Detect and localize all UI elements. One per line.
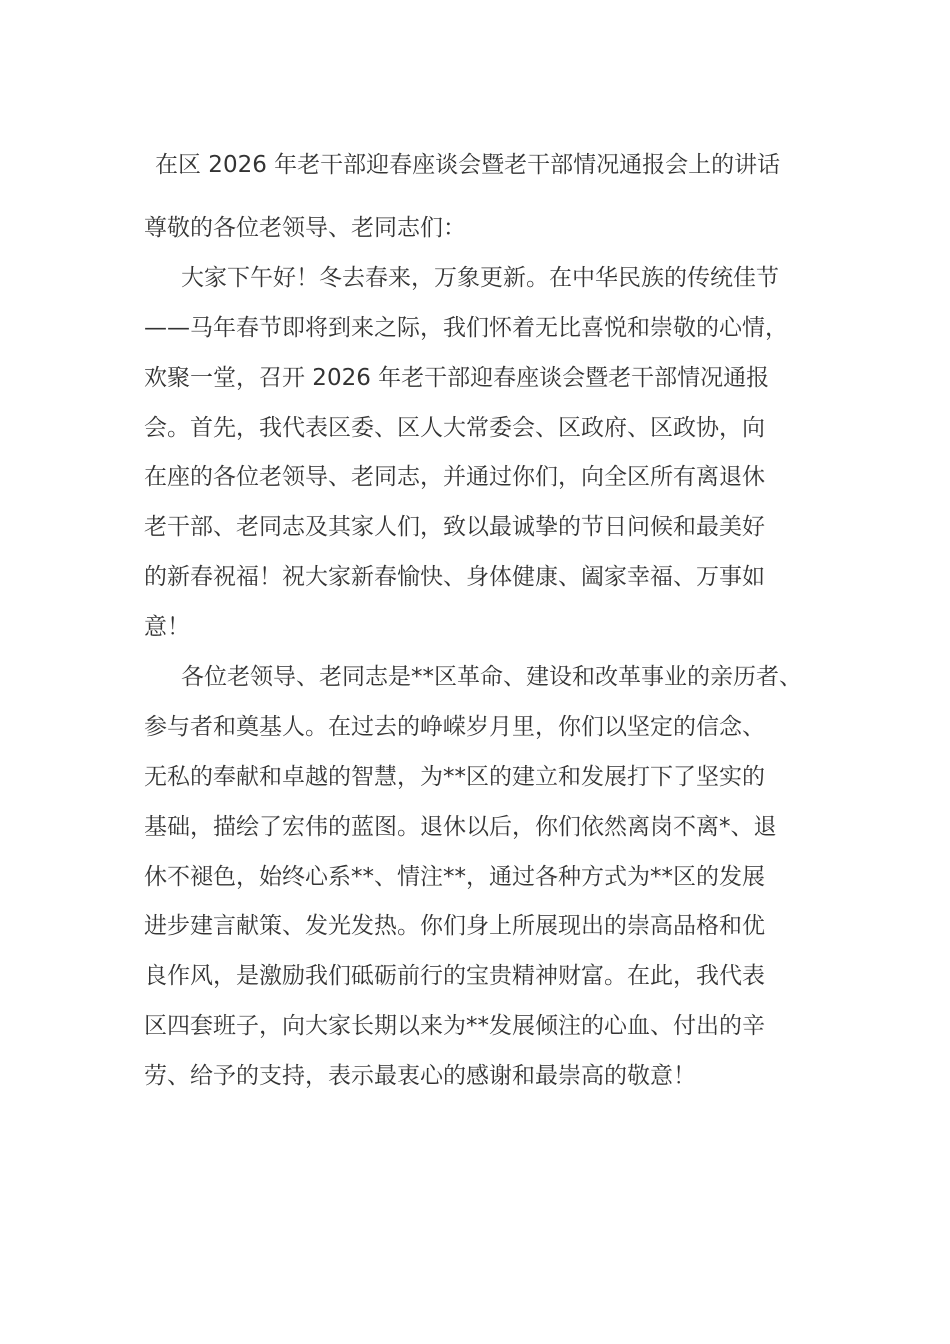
paragraph-line: 大家下午好！冬去春来，万象更新。在中华民族的传统佳节	[181, 264, 779, 291]
paragraph-line: 各位老领导、老同志是**区革命、建设和改革事业的亲历者、	[181, 664, 802, 691]
salutation: 尊敬的各位老领导、老同志们：	[144, 215, 466, 241]
paragraph-line: 的新春祝福！祝大家新春愉快、身体健康、阖家幸福、万事如	[144, 564, 765, 591]
paragraph-line: 良作风，是激励我们砥砺前行的宝贵精神财富。在此，我代表	[144, 963, 765, 990]
paragraph-line: 基础，描绘了宏伟的蓝图。退休以后，你们依然离岗不离*、退	[144, 813, 777, 840]
paragraph-line: 会。首先，我代表区委、区人大常委会、区政府、区政协，向	[144, 414, 765, 441]
paragraph-line: 区四套班子，向大家长期以来为**发展倾注的心血、付出的辛	[144, 1013, 765, 1040]
paragraph-line: ——马年春节即将到来之际，我们怀着无比喜悦和崇敬的心情，	[144, 314, 788, 341]
document-body	[144, 210, 824, 1108]
paragraph-line: 老干部、老同志及其家人们，致以最诚挚的节日问候和最美好	[144, 514, 765, 541]
paragraph-line: 休不褪色，始终心系**、情注**，通过各种方式为**区的发展	[144, 863, 765, 890]
paragraph-2	[144, 659, 824, 1108]
paragraph-line: 欢聚一堂，召开 2026 年老干部迎春座谈会暨老干部情况通报	[144, 364, 770, 391]
paragraph-line: 意！	[144, 614, 190, 641]
paragraph-line: 进步建言献策、发光发热。你们身上所展现出的崇高品格和优	[144, 913, 765, 940]
paragraph-line: 劳、给予的支持，表示最衷心的感谢和最崇高的敬意！	[144, 1063, 696, 1090]
document-title: 在区 2026 年老干部迎春座谈会暨老干部情况通报会上的讲话	[155, 152, 781, 178]
paragraph-line: 无私的奉献和卓越的智慧，为**区的建立和发展打下了坚实的	[144, 763, 765, 790]
paragraph-line: 参与者和奠基人。在过去的峥嵘岁月里，你们以坚定的信念、	[144, 713, 765, 740]
paragraph-line: 在座的各位老领导、老同志，并通过你们，向全区所有离退休	[144, 464, 765, 491]
paragraph-1	[144, 260, 824, 659]
